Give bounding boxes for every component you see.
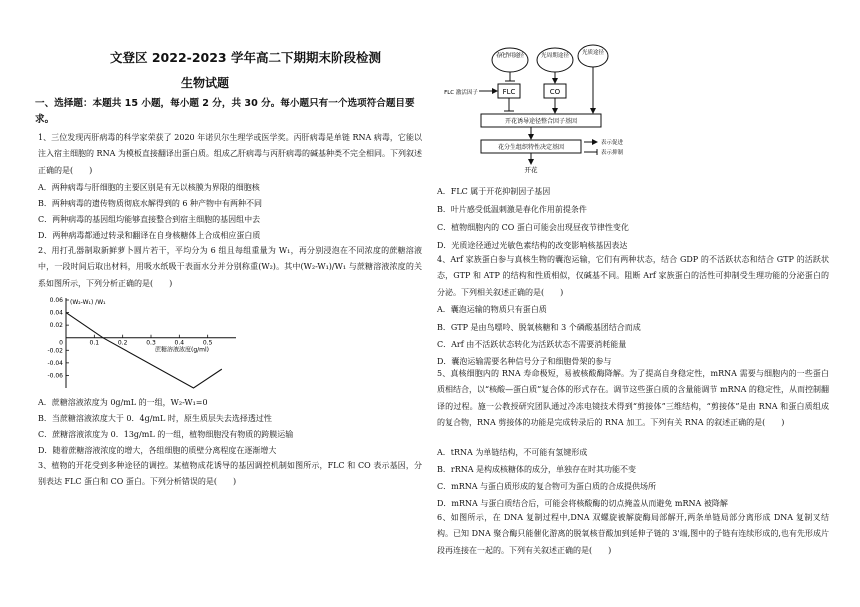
q1-option-b: B．两种病毒的遗传物质彻底水解得到的 6 种产物中有两种不同 (38, 199, 263, 208)
q2-option-b: B．当蔗糖溶液浓度大于 0．4g/mL 时，原生质层失去选择透过性 (38, 414, 272, 423)
flc-factor-label: FLC 激活因子 (444, 90, 478, 96)
x-axis-label: 蔗糖溶液浓度(g/ml) (155, 346, 210, 354)
section-heading-cont: 求。 (35, 114, 55, 125)
q3-stem: 3、植物的开花受到多种途径的调控。某植物成花诱导的基因调控机制如图所示，FLC 和 CO 表示基因，分别表达 FLC 蛋白和 CO 蛋白。下列分析错误的是( ) (38, 461, 422, 487)
q2-option-c: C．蔗糖溶液浓度为 0．13g/mL 的一组，植物细胞没有物质的跨膜运输 (38, 430, 294, 439)
q1-option-a: A．两种病毒与肝细胞的主要区别是有无以核膜为界限的细胞核 (38, 183, 260, 192)
y-tick-label: 0.02 (49, 322, 63, 330)
q5-stem: 5、真核细胞内的 RNA 寿命极短，易被核酸酶降解。为了提高自身稳定性，mRNA 需要与细胞内的一些蛋白质相结合，以“核酸—蛋白质”复合体的形式存在。调节这些蛋白质的含量能调节 mRNA 的稳定性，从而控制翻译的过程。施一公教授研究团队通过冷冻电镜技术得到“剪接体”三维结构，“剪接体”是由 RNA 和蛋白质组成的复合物，RNA 剪接体的功能是完成转录后的 RNA 加工。下列有关 RNA 的叙述正确的是( ) (437, 369, 829, 427)
vernalization-label: 春化作用途径 (496, 53, 524, 59)
photoperiod-label: 光周期途径 (541, 53, 569, 59)
q5-option-d: D．mRNA 与蛋白质结合后，可能会将核酸酶的切点掩盖从而避免 mRNA 被降解 (437, 499, 728, 508)
identity-label: 花分生组织特性决定基因 (497, 144, 565, 151)
x-tick-label: 0.1 (89, 339, 100, 347)
legend-inhibit: 表示抑制 (601, 150, 624, 156)
q4-stem: 4、Arf 家族蛋白参与真核生物的囊泡运输，它们有两种状态，结合 GDP 的不活跃状态和结合 GTP 的活跃状态，GTP 和 ATP 的结构和性质相似，仅碱基不同。阻断 Arf 家族蛋白的活性可抑制受生理功能的分泌蛋白的分泌。下列相关叙述正确的是( ) (437, 255, 829, 297)
q1-stem: 1、三位发现丙肝病毒的科学家荣获了 2020 年诺贝尔生理学或医学奖。丙肝病毒是单链 RNA 病毒，它能以注入宿主细胞的 RNA 为模板直接翻译出蛋白质。组成乙肝病毒与丙肝病毒的碱基种类不完全相同。下列叙述正确的是( ) (38, 133, 422, 175)
q2-option-d: D．随着蔗糖溶液浓度的增大，各组细胞的质壁分离程度在逐渐增大 (38, 446, 277, 455)
q4-option-b: B．GTP 是由鸟嘌呤、脱氧核糖和 3 个磷酸基团结合而成 (437, 323, 641, 332)
light-quality-label: 光质途径 (582, 50, 604, 56)
y-tick-label: 0.06 (49, 297, 63, 304)
q3-option-a: A．FLC 属于开花抑制因子基因 (437, 187, 551, 196)
page-title: 文登区 2022-2023 学年高二下期期末阶段检测 (110, 50, 381, 65)
q5-option-a: A．tRNA 为单链结构，不可能有氢键形成 (437, 448, 588, 457)
q1-option-d: D．两种病毒都通过转录和翻译在自身核糖体上合成相应蛋白质 (38, 231, 261, 240)
page-subtitle: 生物试题 (181, 76, 230, 90)
q2-stem: 2、用打孔器制取新鲜萝卜圆片若干，平均分为 6 组且每组重量为 W₁，再分别浸泡在不同浓度的蔗糖溶液中，一段时间后取出材料，用吸水纸吸干表面水分并分别称重(W₂)。其中(W₂-W₁)/W₁ 与蔗糖溶液浓度的关系如图所示，下列分析正确的是( ) (38, 246, 422, 288)
photoperiod-node (537, 48, 573, 72)
co-gene-label: CO (549, 88, 561, 96)
light-quality-node (578, 45, 608, 67)
legend-promote: 表示促进 (601, 140, 624, 146)
q4-option-a: A．囊泡运输的物质只有蛋白质 (437, 305, 547, 314)
flc-gene-label: FLC (502, 88, 516, 96)
x-tick-label: 0.5 (202, 339, 213, 347)
x-tick-label: 0.4 (174, 339, 185, 347)
q3-option-c: C．植物细胞内的 CO 蛋白可能会出现昼夜节律性变化 (437, 223, 629, 232)
q6-stem: 6、如图所示，在 DNA 复制过程中,DNA 双螺旋被解旋酶局部解开,两条单链局部分离形成 DNA 复制叉结构。已知 DNA 聚合酶只能催化游离的脱氧核苷酸加到延伸子链的 3'端,图中的子链有连续形成的,也有先形成片段再连接在一起的。下列有关叙述正确的是( ) (437, 513, 829, 555)
q4-option-c: C．Arf 由不活跃状态转化为活跃状态不需要消耗能量 (437, 340, 627, 349)
y-tick-label: -0.04 (47, 359, 63, 367)
x-tick-label: 0.3 (146, 339, 156, 347)
vernalization-node (492, 48, 528, 72)
y-axis-label: (W₂-W₁) /W₁ (70, 299, 106, 306)
x-tick-label: 0.2 (117, 339, 128, 347)
y-tick-label: -0.06 (47, 372, 63, 380)
q1-option-c: C．两种病毒的基因组均能够直接整合到宿主细胞的基因组中去 (38, 215, 261, 224)
section-heading: 一、选择题：本题共 15 小题，每小题 2 分，共 30 分。每小题只有一个选项符合题目要 (35, 98, 415, 109)
q5-option-b: B．rRNA 是构成核糖体的成分，单独存在时其功能不变 (437, 465, 637, 474)
q3-option-b: B．叶片感受低温刺激是春化作用前提条件 (437, 205, 587, 214)
q3-option-d: D．光质途径通过光敏色素结构的改变影响核基因表达 (437, 241, 628, 250)
origin-label: 0 (59, 339, 63, 347)
y-tick-label: 0.04 (49, 309, 63, 317)
q2-option-a: A．蔗糖溶液浓度为 0g/mL 的一组，W₂-W₁=0 (38, 398, 208, 407)
integrator-label: 开花诱导途径整合因子基因 (504, 118, 578, 125)
outcome-label: 开花 (524, 166, 538, 174)
flowering-diagram (437, 42, 637, 177)
y-tick-label: -0.02 (47, 347, 63, 355)
q5-option-c: C．mRNA 与蛋白质形成的复合物可为蛋白质的合成提供场所 (437, 482, 657, 491)
q2-chart (40, 292, 250, 392)
q4-option-d: D．囊泡运输需要名种信号分子和细胞骨架的参与 (437, 357, 612, 366)
